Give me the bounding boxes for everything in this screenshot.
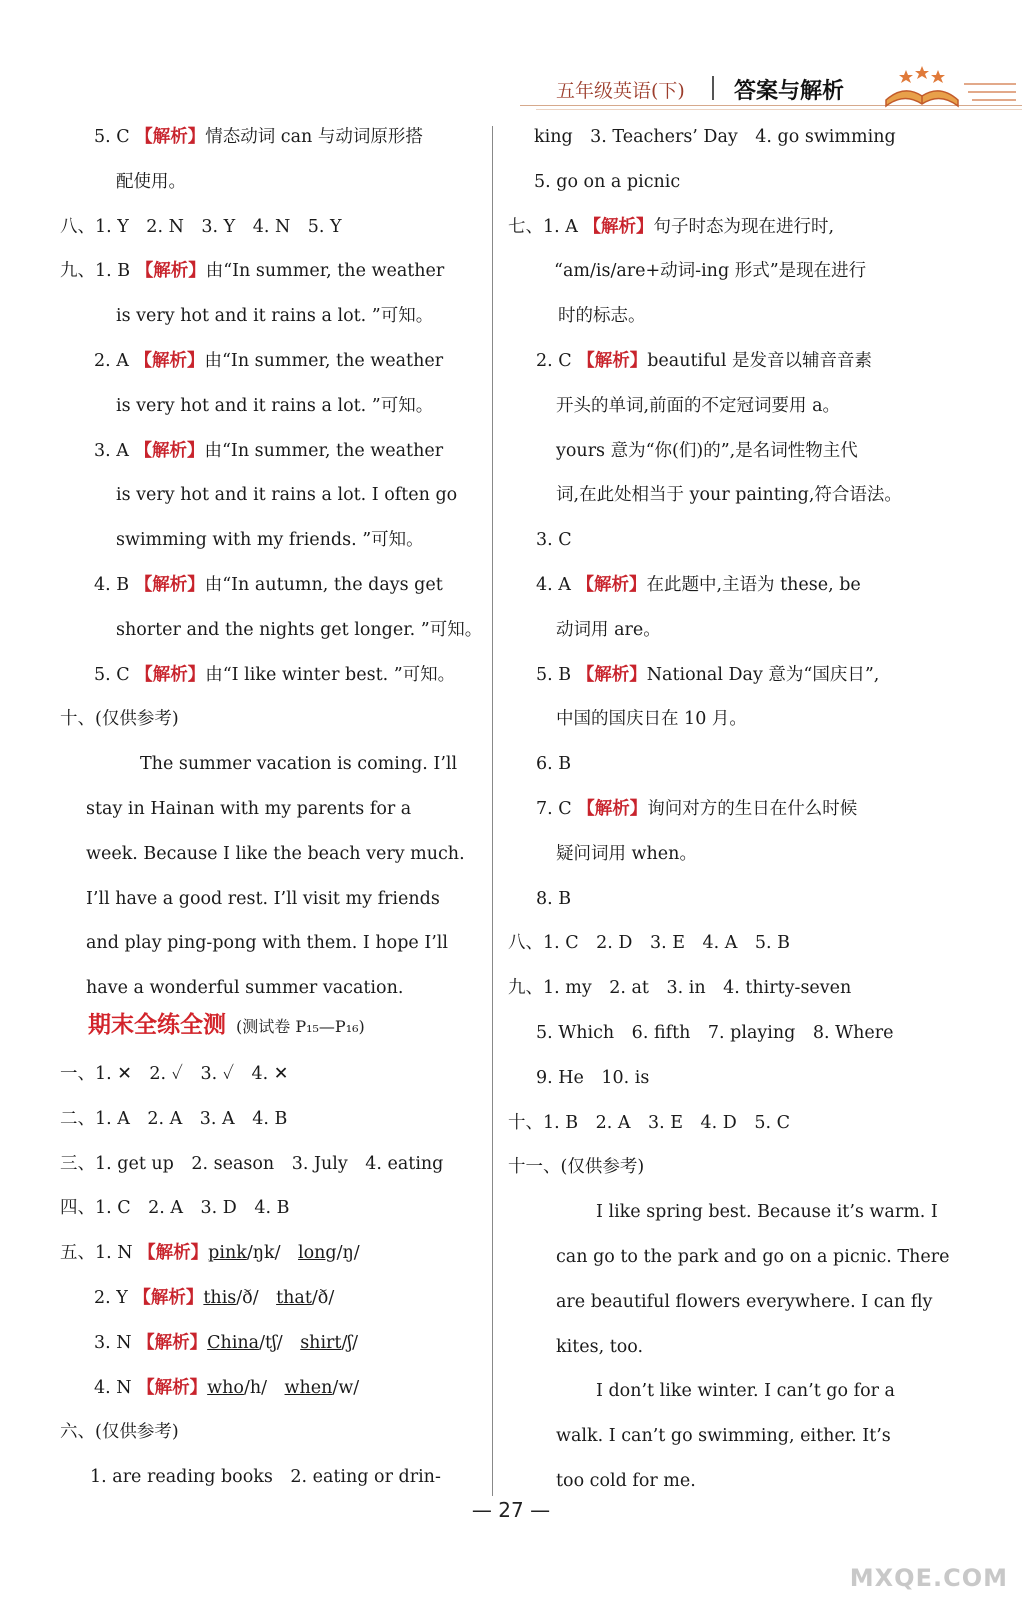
answer-line: 十一、(仅供参考) bbox=[508, 1157, 645, 1178]
watermark: MXQE.COM bbox=[849, 1564, 1008, 1592]
left-column-lower bbox=[60, 1052, 480, 1500]
header-separator bbox=[712, 76, 714, 100]
answer-line: 5. B 【解析】National Day 意为“国庆日”, bbox=[536, 664, 880, 685]
section-title: 答案与解析 bbox=[734, 79, 845, 104]
answer-line: 3. N 【解析】China/tʃ/ shirt/ʃ/ bbox=[94, 1332, 358, 1353]
column-divider bbox=[492, 126, 493, 1496]
answer-line: shorter and the nights get longer. ”可知。 bbox=[116, 619, 483, 640]
answer-line: king 3. Teachers’ Day 4. go swimming bbox=[534, 127, 896, 147]
answer-line: 十、1. B 2. A 3. E 4. D 5. C bbox=[508, 1112, 790, 1133]
answer-line: 9. He 10. is bbox=[536, 1067, 650, 1088]
answer-line: yours 意为“你(们)的”,是名词性物主代 bbox=[556, 440, 858, 461]
answer-line: 疑问词用 when。 bbox=[556, 843, 697, 864]
answer-line: 4. N 【解析】who/h/ when/w/ bbox=[94, 1377, 360, 1398]
left-column bbox=[60, 115, 483, 1011]
right-column bbox=[508, 115, 948, 1504]
answer-line: 时的标志。 bbox=[558, 306, 646, 327]
answer-line: 3. A 【解析】由“In summer, the weather bbox=[94, 440, 444, 461]
answer-line: 5. C 【解析】由“I like winter best. ”可知。 bbox=[94, 664, 456, 685]
answer-line: 十、(仅供参考) bbox=[60, 709, 179, 730]
answer-line: 2. A 【解析】由“In summer, the weather bbox=[94, 350, 444, 371]
book-title: 五年级英语(下) bbox=[556, 80, 685, 102]
answer-line: 九、1. B 【解析】由“In summer, the weather bbox=[60, 261, 445, 282]
answer-line: 三、1. get up 2. season 3. July 4. eating bbox=[60, 1153, 444, 1174]
answer-line: 四、1. C 2. A 3. D 4. B bbox=[60, 1198, 290, 1219]
page-number: — 27 — bbox=[471, 1498, 551, 1522]
essay-line: kites, too. bbox=[556, 1336, 644, 1357]
answer-line: 7. C 【解析】询问对方的生日在什么时候 bbox=[536, 798, 858, 819]
answer-line: 8. B bbox=[536, 888, 572, 909]
answer-line: is very hot and it rains a lot. ”可知。 bbox=[116, 306, 434, 327]
essay-line: week. Because I like the beach very much. bbox=[86, 843, 465, 864]
answer-line: 6. B bbox=[536, 754, 572, 775]
answer-line: 5. C 【解析】情态动词 can 与动词原形搭 bbox=[94, 127, 423, 147]
answer-line: 一、1. ✕ 2. ✓ 3. ✓ 4. ✕ bbox=[60, 1064, 289, 1084]
answer-line: 二、1. A 2. A 3. A 4. B bbox=[60, 1108, 288, 1129]
answer-line: is very hot and it rains a lot. I often go bbox=[116, 485, 458, 506]
section-heading-title: 期末全练全测 bbox=[88, 1012, 226, 1038]
open-book-icon bbox=[876, 62, 1016, 112]
section-heading-note: (测试卷 P₁₅—P₁₆) bbox=[236, 1017, 365, 1036]
answer-line: 开头的单词,前面的不定冠词要用 a。 bbox=[556, 395, 841, 416]
answer-line: 5. go on a picnic bbox=[534, 171, 681, 192]
answer-line: 配使用。 bbox=[116, 171, 186, 192]
section-heading bbox=[88, 1006, 365, 1039]
answer-line: “am/is/are+动词-ing 形式”是现在进行 bbox=[554, 261, 867, 282]
essay-line: and play ping-pong with them. I hope I’ll bbox=[86, 933, 449, 954]
answer-line: 3. C bbox=[536, 530, 572, 551]
essay-line: I’ll have a good rest. I’ll visit my friends bbox=[86, 888, 440, 909]
answer-line: 八、1. C 2. D 3. E 4. A 5. B bbox=[508, 933, 790, 954]
page-header bbox=[516, 62, 1022, 118]
essay-line: are beautiful flowers everywhere. I can fly bbox=[556, 1291, 933, 1312]
answer-line: 2. Y 【解析】this/ð/ that/ð/ bbox=[94, 1287, 335, 1308]
essay-line: I like spring best. Because it’s warm. I bbox=[596, 1202, 938, 1223]
answer-line: 1. are reading books 2. eating or drin- bbox=[90, 1467, 441, 1488]
answer-line: 八、1. Y 2. N 3. Y 4. N 5. Y bbox=[60, 216, 342, 237]
answer-line: 2. C 【解析】beautiful 是发音以辅音音素 bbox=[536, 350, 873, 371]
essay-line: can go to the park and go on a picnic. There bbox=[556, 1246, 950, 1267]
answer-line: 动词用 are。 bbox=[556, 619, 661, 640]
answer-line: swimming with my friends. ”可知。 bbox=[116, 530, 424, 551]
answer-line: 九、1. my 2. at 3. in 4. thirty-seven bbox=[508, 978, 852, 999]
answer-line: 七、1. A 【解析】句子时态为现在进行时, bbox=[508, 216, 835, 237]
answer-line: 词,在此处相当于 your painting,符合语法。 bbox=[556, 485, 902, 506]
answer-line: 4. A 【解析】在此题中,主语为 these, be bbox=[536, 574, 861, 595]
essay-line: stay in Hainan with my parents for a bbox=[86, 798, 412, 819]
essay-line: too cold for me. bbox=[556, 1470, 696, 1491]
answer-line: 4. B 【解析】由“In autumn, the days get bbox=[94, 574, 443, 595]
answer-line: 中国的国庆日在 10 月。 bbox=[556, 709, 747, 730]
answer-line: is very hot and it rains a lot. ”可知。 bbox=[116, 395, 434, 416]
answer-line: 五、1. N 【解析】pink/ŋk/ long/ŋ/ bbox=[60, 1243, 360, 1264]
essay-line: walk. I can’t go swimming, either. It’s bbox=[556, 1426, 891, 1447]
essay-line: I don’t like winter. I can’t go for a bbox=[596, 1381, 895, 1402]
essay-line: The summer vacation is coming. I’ll bbox=[140, 754, 458, 775]
answer-line: 5. Which 6. fifth 7. playing 8. Where bbox=[536, 1022, 894, 1043]
essay-line: have a wonderful summer vacation. bbox=[86, 978, 404, 999]
answer-line: 六、(仅供参考) bbox=[60, 1422, 179, 1443]
